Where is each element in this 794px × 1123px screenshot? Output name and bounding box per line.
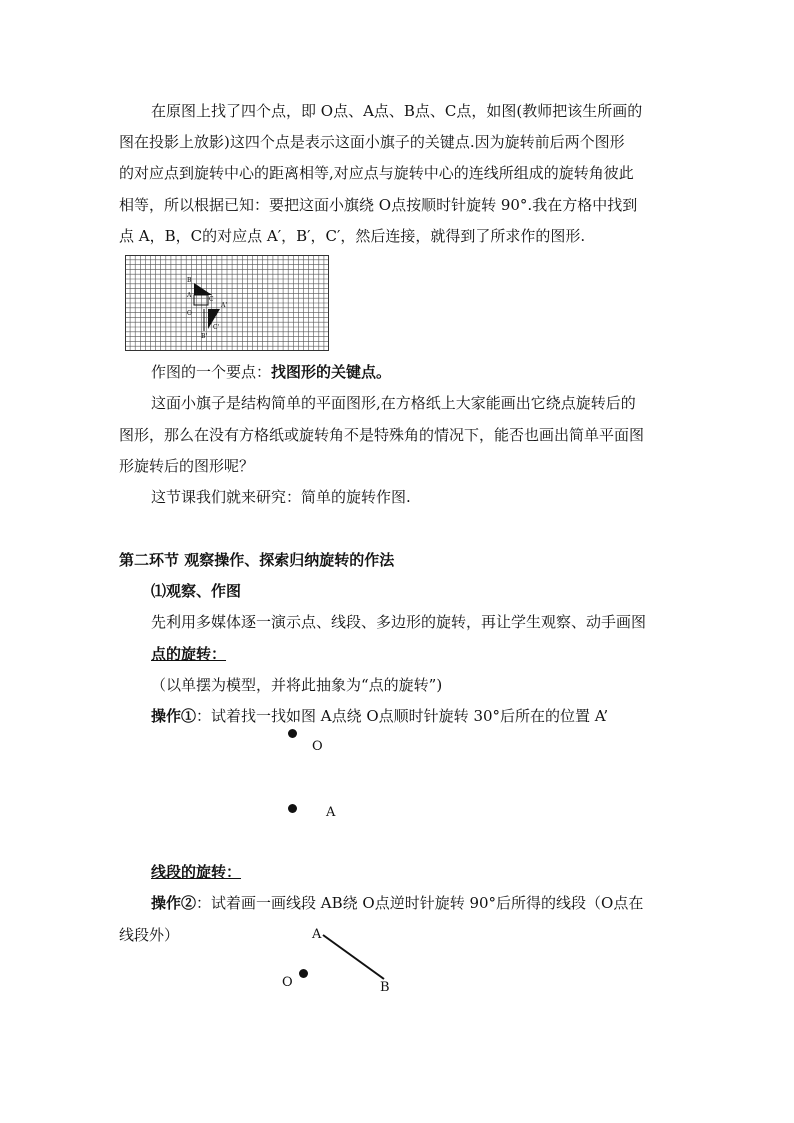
section-subtitle: ⑴观察、作图	[151, 582, 242, 600]
section-title: 第二环节 观察操作、探索归纳旋转的作法	[119, 551, 395, 569]
question-line-1: 这面小旗子是结构简单的平面图形,在方格纸上大家能画出它绕点旋转后的	[151, 394, 636, 412]
operation-1-text: ：试着找一找如图 A点绕 O点顺时针旋转 30°后所在的位置 A’	[196, 707, 609, 725]
segment-label-o: O	[282, 975, 293, 990]
point-a-dot	[288, 804, 297, 813]
grid-label-c-prime: C'	[213, 324, 220, 331]
intro-line-1: 在原图上找了四个点，即 O点、A点、B点、C点，如图(教师把该生所画的	[151, 102, 643, 120]
key-point-bold: 找图形的关键点。	[271, 363, 392, 381]
point-o-dot	[288, 729, 297, 738]
intro-line-5: 点 A，B，C的对应点 A′，B′，C′，然后连接，就得到了所求作的图形.	[119, 227, 586, 245]
grid-label-a: A	[187, 292, 192, 299]
section-text: 先利用多媒体逐一演示点、线段、多边形的旋转，再让学生观察、动手画图	[151, 613, 647, 631]
grid-label-c: C	[209, 296, 214, 303]
key-point-prefix: 作图的一个要点：	[151, 363, 272, 381]
operation-2-text-1: ：试着画一画线段 AB绕 O点逆时针旋转 90°后所得的线段（O点在	[196, 894, 644, 912]
question-line-3: 形旋转后的图形呢？	[119, 457, 255, 475]
segment-label-b: B	[380, 980, 390, 995]
grid-label-b: B	[187, 277, 192, 284]
segment-ab	[320, 932, 390, 984]
operation-2-line-1	[151, 893, 643, 913]
grid-label-b-prime: B'	[201, 333, 208, 340]
key-point	[151, 362, 391, 382]
intro-line-2: 图在投影上放影)这四个点是表示这面小旗子的关键点.因为旋转前后两个图形	[119, 133, 625, 151]
point-rotation-note: （以单摆为模型，并将此抽象为“点的旋转”)	[151, 676, 443, 694]
grid-figure	[125, 255, 329, 351]
segment-point-o-dot	[299, 969, 308, 978]
grid-label-o: O	[187, 310, 192, 317]
point-o-label: O	[312, 739, 323, 754]
intro-line-3: 的对应点到旋转中心的距离相等,对应点与旋转中心的连线所组成的旋转角彼此	[119, 164, 634, 182]
segment-label-a: A	[312, 927, 322, 942]
operation-2-label: 操作②	[151, 894, 197, 912]
question-line-2: 图形，那么在没有方格纸或旋转角不是特殊角的情况下，能否也画出简单平面图	[119, 426, 645, 444]
point-a-label: A	[326, 805, 336, 820]
operation-1-label: 操作①	[151, 707, 197, 725]
segment-rotation-heading: 线段的旋转：	[151, 863, 242, 881]
intro-line-4: 相等，所以根据已知：要把这面小旗绕 O点按顺时针旋转 90°.我在方格中找到	[119, 196, 638, 214]
grid-label-a-prime: A'	[221, 302, 227, 309]
point-rotation-heading: 点的旋转：	[151, 645, 227, 663]
operation-2-line-2: 线段外）	[119, 926, 180, 944]
operation-1	[151, 706, 608, 726]
study-line: 这节课我们就来研究：简单的旋转作图.	[151, 488, 411, 506]
